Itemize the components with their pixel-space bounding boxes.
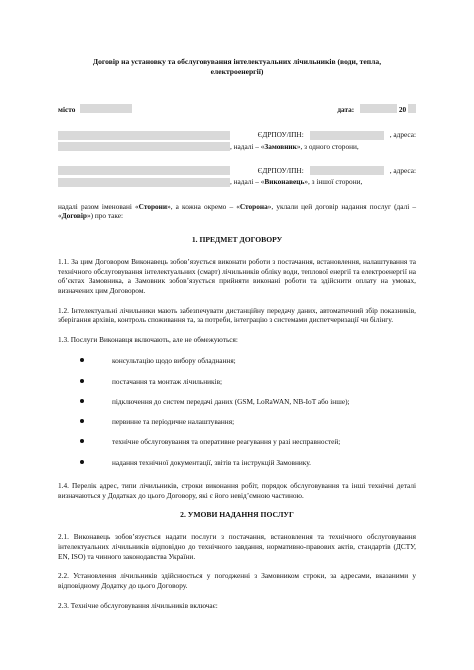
- city-date-line: [58, 104, 416, 115]
- executor-address-blank[interactable]: [58, 178, 230, 187]
- customer-edrpou-label: ЄДРПОУ/ІПН:: [257, 130, 304, 140]
- title-line-1: Договір на установку та обслуговування інтелектуальних лічильників (води, тепла,: [92, 57, 382, 66]
- date-blank[interactable]: [360, 104, 397, 113]
- customer-role-text: , надалі – «Замовник», з одного сторони,: [230, 141, 359, 151]
- list-item: підключення до систем передачі даних (GSM, LoRaWAN, NB-IoT або інше);: [80, 397, 416, 407]
- customer-address-blank[interactable]: [58, 142, 230, 151]
- list-item: консультацію щодо вибору обладнання;: [80, 356, 416, 366]
- executor-party: [58, 166, 416, 187]
- list-item: первинне та періодичне налаштування;: [80, 417, 416, 427]
- clause-1-1: 1.1. За цим Договором Виконавець зобов’язується виконати роботи з постачання, встановлення, налаштування та технічного обслуговування інтелектуальних (смарт) лічильників обліку води, теплової енергії та електроенергії на об’єктах Замовника, а Замовник зобов’язується прийняти виконані роботи та здійснити оплату на умовах, визначених цим Договором.: [58, 257, 416, 295]
- bullet-icon: [80, 358, 84, 362]
- clause-1-3: 1.3. Послуги Виконавця включають, але не обмежуються:: [58, 334, 238, 344]
- city-label: місто: [58, 104, 76, 114]
- date-field: [337, 104, 416, 115]
- executor-edrpou-label: ЄДРПОУ/ІПН:: [257, 165, 304, 175]
- customer-address-label: , адреса:: [389, 130, 416, 140]
- intro-paragraph: надалі разом іменовані «Сторони», а кожна окремо – «Сторона», уклали цей договір надання послуг (далі – «Договір») про таке:: [58, 201, 417, 221]
- year-blank[interactable]: [408, 104, 416, 113]
- document-title: [58, 57, 416, 77]
- clause-2-3: 2.3. Технічне обслуговування лічильників включає:: [58, 600, 218, 610]
- list-item: надання технічної документації, звітів та інструкцій Замовнику.: [80, 458, 416, 468]
- clause-1-2: 1.2. Інтелектуальні лічильники мають забезпечувати дистанційну передачу даних, автоматичний збір показників, зберігання архівів, контроль споживання та, за потреби, інтеграцію з системами диспетчеризації чи білінгу.: [58, 305, 416, 325]
- executor-role-text: , надалі – «Виконавець», з іншої сторони,: [230, 177, 363, 187]
- list-item: постачання та монтаж лічильників;: [80, 377, 416, 387]
- bullet-icon: [80, 399, 84, 403]
- list-item: технічне обслуговування та оперативне реагування у разі несправностей;: [80, 437, 416, 447]
- section-1-heading: 1. ПРЕДМЕТ ДОГОВОРУ: [191, 235, 283, 245]
- executor-edrpou-blank[interactable]: [310, 166, 384, 175]
- city-blank[interactable]: [80, 104, 132, 113]
- date-year: 20: [398, 104, 407, 114]
- title-line-2: електроенергії): [210, 66, 264, 76]
- bullet-icon: [80, 439, 84, 443]
- clause-2-1: 2.1. Виконавець зобов’язується надати послуги з постачання, встановлення та технічного обслуговування інтелектуальних лічильників відповідно до технічного завдання, нормативно-правових актів, стандартів (ДСТУ, EN, ISO) та чинного законодавства України.: [58, 532, 416, 561]
- customer-name-blank[interactable]: [58, 131, 230, 140]
- services-list: [58, 356, 416, 467]
- city-field: [58, 104, 132, 115]
- clause-1-4: 1.4. Перелік адрес, типи лічильників, строки виконання робіт, порядок обслуговування та інші технічні деталі визначаються у Додатках до цього Договору, які є його невід’ємною частиною.: [58, 481, 416, 500]
- section-2-heading: 2. УМОВИ НАДАННЯ ПОСЛУГ: [180, 510, 294, 520]
- bullet-icon: [80, 419, 84, 423]
- bullet-icon: [80, 379, 84, 383]
- executor-name-blank[interactable]: [58, 166, 230, 175]
- bullet-icon: [80, 460, 84, 464]
- date-label: дата:: [337, 104, 355, 114]
- customer-edrpou-blank[interactable]: [310, 131, 384, 140]
- clause-2-2: 2.2. Установлення лічильників здійснюється у погодженні з Замовником строки, за адресами, вказаними у відповідному Додатку до цього Договору.: [58, 571, 416, 590]
- customer-party: [58, 130, 416, 151]
- executor-address-label: , адреса:: [389, 165, 416, 175]
